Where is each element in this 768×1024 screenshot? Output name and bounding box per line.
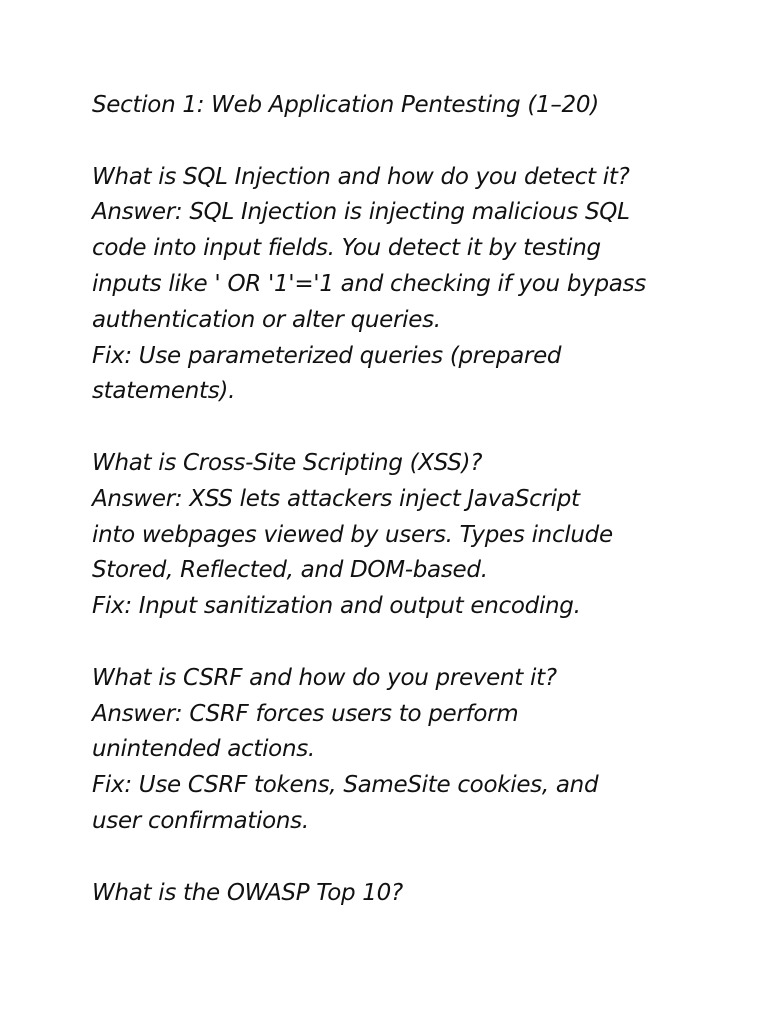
spacer (92, 625, 702, 661)
answer-3-line-2: unintended actions. (92, 736, 315, 763)
question-2: What is Cross-Site Scripting (XSS)? (92, 449, 483, 476)
answer-1-line-1: Answer: SQL Injection is injecting malicious SQL (92, 199, 630, 226)
spacer (92, 410, 702, 446)
answer-3-line-1: Answer: CSRF forces users to perform (92, 700, 519, 727)
question-1: What is SQL Injection and how do you detect it? (92, 163, 630, 190)
fix-3-line-2: user confirmations. (92, 807, 309, 834)
fix-2-line-1: Fix: Input sanitization and output encoding. (92, 593, 581, 620)
answer-2-line-3: Stored, Reflected, and DOM-based. (92, 557, 488, 584)
spacer (92, 124, 702, 160)
answer-2-line-1: Answer: XSS lets attackers inject JavaScript (92, 485, 580, 512)
question-3: What is CSRF and how do you prevent it? (92, 664, 557, 691)
answer-1-line-4: authentication or alter queries. (92, 306, 441, 333)
section-title: Section 1: Web Application Pentesting (1–20) (92, 92, 599, 118)
question-4: What is the OWASP Top 10? (92, 879, 403, 906)
answer-2-line-2: into webpages viewed by users. Types include (92, 521, 613, 548)
fix-1-line-1: Fix: Use parameterized queries (prepared (92, 342, 562, 369)
answer-1-line-2: code into input fields. You detect it by testing (92, 235, 601, 262)
document-page (92, 88, 702, 911)
answer-1-line-3: inputs like ' OR '1'='1 and checking if you bypass (92, 270, 646, 297)
fix-1-line-2: statements). (92, 378, 236, 405)
spacer (92, 840, 702, 876)
fix-3-line-1: Fix: Use CSRF tokens, SameSite cookies, and (92, 772, 599, 799)
